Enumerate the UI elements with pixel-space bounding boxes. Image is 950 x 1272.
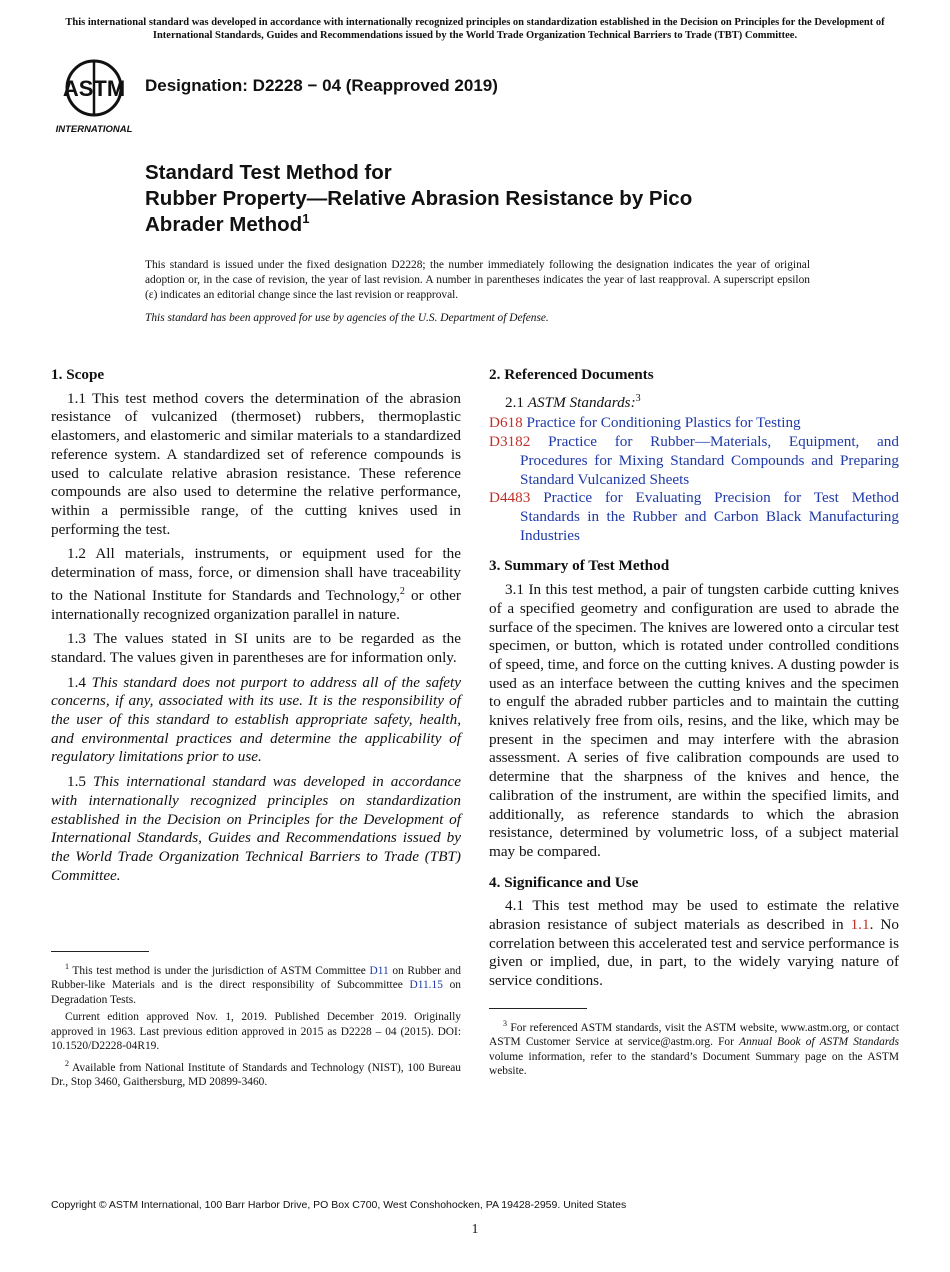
svg-text:ASTM: ASTM (62, 76, 126, 101)
subcommittee-d11-15-link[interactable]: D11.15 (409, 979, 443, 992)
left-column (51, 366, 461, 891)
section-heading-significance: 4. Significance and Use (489, 873, 639, 891)
copyright-notice: Copyright © ASTM International, 100 Barr Harbor Drive, PO Box C700, West Conshohocken, PA 19428-2959. United States (51, 1199, 627, 1211)
paragraph-1-5: 1.5 This international standard was developed in accordance with internationally recognized principles on standardization established in the Decision on Principles for the Development of International Standards, Guides and Recommendations issued by the World Trade Organization Technical Barriers to Trade (TBT) Committee. (51, 773, 462, 884)
paragraph-1-3: 1.3 The values stated in SI units are to be regarded as the standard. The values given in parentheses are for information only. (51, 630, 461, 666)
referenced-standards-list (489, 414, 899, 545)
footnotes-left (51, 951, 461, 1093)
footnotes-right (489, 1008, 899, 1082)
section-heading-scope: 1. Scope (51, 366, 105, 383)
astm-logo (52, 58, 136, 134)
footnote-1: $^1$ This test method is under the jurisdiction of ASTM Committee D11 on Rubber and Rubber-like Materials and is the direct responsibility of Subcommittee D11.15 on Degradation Tests. (51, 962, 462, 1006)
section-heading-summary: 3. Summary of Test Method (489, 557, 670, 575)
title-line-1: Standard Test Method for (145, 161, 392, 184)
title-line-3: Abrader Method$^1$ (145, 211, 310, 236)
paragraph-1-2: 1.2 All materials, instruments, or equipment used for the determination of mass, force, or dimension shall have traceability to the National Institute for Standards and Technology,$^2$ or other internationally recognized organization parallel in nature. (51, 545, 461, 623)
logo-wordmark: INTERNATIONAL (55, 124, 133, 134)
footnote-3: $^3$ For referenced ASTM standards, visit the ASTM website, www.astm.org, or contact ASTM Customer Service at service@astm.org. For Annual Book of ASTM Standards volume information, refer to the standard’s Document Summary page on the ASTM website. (489, 1019, 900, 1078)
ref-item-d4483[interactable]: D4483 Practice for Evaluating Precision for Test Method Standards in the Rubber and Carbon Black Manufacturing Industries (489, 489, 899, 544)
issuance-note: This standard is issued under the fixed designation D2228; the number immediately following the designation indicates the year of original adoption or, in the case of revision, the year of last revision. A number in parentheses indicates the year of last reapproval. A superscript epsilon (ε) indicates an editorial change since the last revision or reapproval. (145, 259, 810, 301)
ref-item-d618[interactable]: D618 Practice for Conditioning Plastics for Testing (489, 414, 801, 432)
document-title (145, 160, 845, 238)
designation: Designation: D2228 − 04 (Reapproved 2019) (145, 76, 498, 95)
section-heading-referenced-documents: 2. Referenced Documents (489, 366, 654, 383)
title-line-2: Rubber Property—Relative Abrasion Resistance by Pico (145, 187, 693, 210)
page-number: 1 (471, 1221, 479, 1236)
footnote-divider-right (489, 1008, 587, 1009)
committee-d11-link[interactable]: D11 (369, 964, 389, 977)
paragraph-3-1: 3.1 In this test method, a pair of tungsten carbide cutting knives of a specified geometry and configuration are used to abrade the surface of the specimen. The knives are lowered onto a circular test specimen, or button, which is rotated under controlled conditions of speed, time, and force on the cutting knives. A dusting powder is used as an interface between the cutting knives and the specimen to engulf the abraded rubber particles and to maintain the cutting knives relatively free from oils, resins, and the like, which may be present in the specimen and may interfere with the abrasion assessment. A series of five calibration compounds are used to determine that the sharpness of the knives and hence, the calibration of the instrument, are within the specified limits, and additionally, as reference standards to which the abrasion resistance, determined by volumetric loss, of a subject material may be compared. (489, 581, 899, 860)
paragraph-4-1: 4.1 This test method may be used to estimate the relative abrasion resistance of subject materials as described in 1.1. No correlation between this accelerated test and service performance is given or implied, due, in part, to the widely varying nature of service conditions. (489, 897, 899, 990)
dod-approval-note: This standard has been approved for use by agencies of the U.S. Department of Defense. (145, 312, 549, 324)
ref-item-d3182[interactable]: D3182 Practice for Rubber—Materials, Equipment, and Procedures for Mixing Standard Compounds and Preparing Standard Vulcanized Sheets (489, 433, 899, 488)
right-column (489, 366, 899, 997)
paragraph-1-4: 1.4 This standard does not purport to address all of the safety concerns, if any, associated with its use. It is the responsibility of the user of this standard to establish appropriate safety, health, and environmental practices and determine the applicability of regulatory limitations prior to use. (51, 673, 462, 766)
international-standard-notice: This international standard was developed in accordance with internationally recognized principles on standardization established in the Decision on Principles for the Development of International Standards, Guides and Recommendations issued by the World Trade Organization Technical Barriers to Trade (TBT) Committee. (65, 17, 885, 41)
astm-standards-subheading: 2.1 ASTM Standards:$^3$ (505, 392, 641, 411)
footnote-1-edition: Current edition approved Nov. 1, 2019. Published December 2019. Originally approved in 1963. Last previous edition approved in 2015 as D2228 – 04 (2015). DOI: 10.1520/D2228-04R19. (51, 1011, 461, 1053)
footnote-divider (51, 951, 149, 952)
footnote-2: $^2$ Available from National Institute of Standards and Technology (NIST), 100 Bureau Dr., Stop 3460, Gaithersburg, MD 20899-3460. (51, 1058, 461, 1089)
title-footnote-mark: 1 (302, 211, 310, 227)
section-1-1-link[interactable]: 1.1 (850, 916, 870, 934)
paragraph-1-1: 1.1 This test method covers the determination of the abrasion resistance of vulcanized (thermoset) rubbers, thermoplastic elastomers, and elastomeric and similar materials to a standardized reference system. A standardized set of reference compounds is used to calculate relative abrasion resistance. These reference compounds are also used to determine the relative performance, within a permissible range, of the cutting knives used in performing the test. (51, 389, 461, 538)
